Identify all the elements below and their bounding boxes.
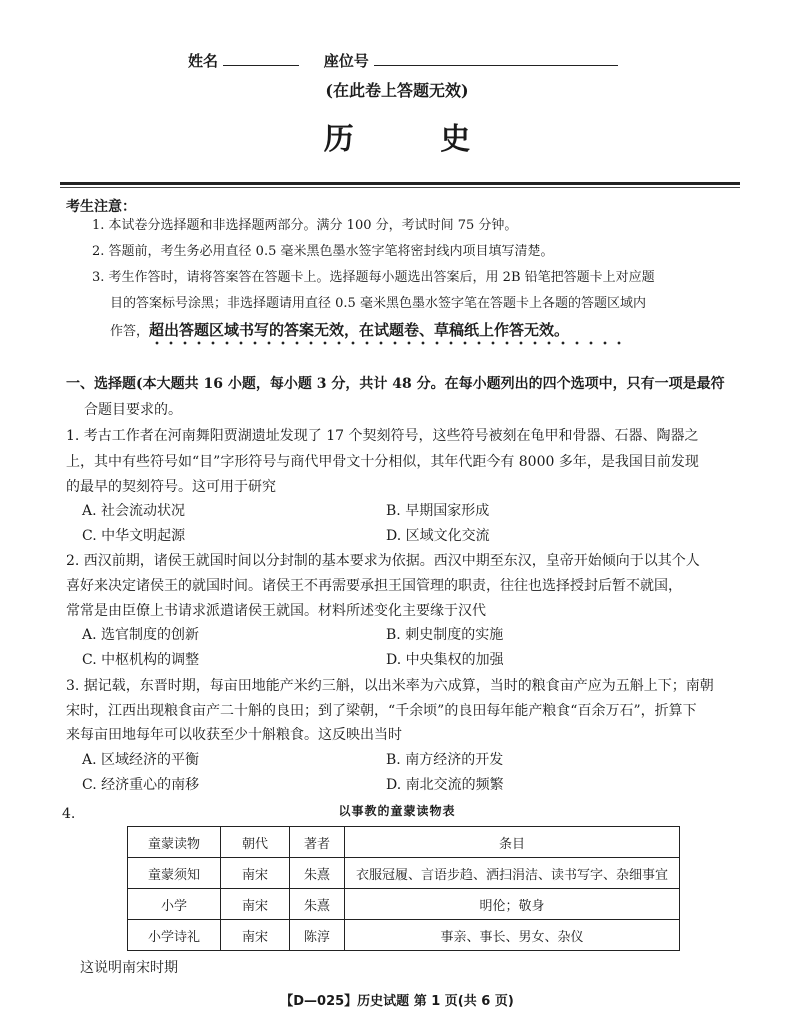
seat-label: 座位号 bbox=[323, 52, 369, 70]
note-item: 目的答案标号涂黑；非选择题请用直径 0.5 毫米黑色墨水签字笔在答题卡上各题的答题区域内 bbox=[110, 296, 646, 311]
header-rule-thin bbox=[60, 187, 740, 188]
section-heading: 一、选择题(本大题共 16 小题，每小题 3 分，共计 48 分。在每小题列出的四个选项中，只有一项是最符 bbox=[66, 376, 725, 392]
table-cell: 陈淳 bbox=[290, 920, 345, 951]
section-heading-cont: 合题目要求的。 bbox=[84, 402, 182, 418]
table-cell: 童蒙须知 bbox=[128, 858, 221, 889]
subject-title: 历 史 bbox=[323, 122, 509, 157]
question-1-line: 的最早的契刻符号。这可用于研究 bbox=[66, 479, 276, 495]
notes-heading: 考生注意： bbox=[66, 199, 136, 215]
question-4-number: 4. bbox=[62, 806, 76, 822]
question-1-option-d: D. 区域文化交流 bbox=[386, 528, 490, 544]
seat-blank bbox=[374, 51, 618, 66]
table-cell: 南宋 bbox=[221, 889, 290, 920]
question-2-option-b: B. 刺史制度的实施 bbox=[386, 627, 504, 643]
question-1-option-a: A. 社会流动状况 bbox=[82, 503, 186, 519]
question-2-option-c: C. 中枢机构的调整 bbox=[82, 652, 200, 668]
header-rule-thick bbox=[60, 182, 740, 185]
question-3-line: 3. 据记载，东晋时期，每亩田地能产米约三斛，以出米率为六成算，当时的粮食亩产应为五斛上下；南朝 bbox=[66, 678, 714, 694]
question-1-option-c: C. 中华文明起源 bbox=[82, 528, 186, 544]
table-cell: 南宋 bbox=[221, 920, 290, 951]
table-row bbox=[128, 920, 680, 951]
table-caption: 以事教的童蒙读物表 bbox=[338, 804, 456, 818]
question-4-stem: 这说明南宋时期 bbox=[80, 960, 178, 976]
question-3-option-c: C. 经济重心的南移 bbox=[82, 777, 200, 793]
page-footer: 【D—025】历史试题 第 1 页(共 6 页) bbox=[280, 994, 514, 1009]
table-cell: 南宋 bbox=[221, 858, 290, 889]
question-2-line: 2. 西汉前期，诸侯王就国时间以分封制的基本要求为依据。西汉中期至东汉，皇帝开始倾向于以其个人 bbox=[66, 553, 700, 569]
table-cell: 小学 bbox=[128, 889, 221, 920]
student-info-line bbox=[188, 50, 618, 71]
table-header-cell: 童蒙读物 bbox=[128, 827, 221, 858]
note-item: 3. 考生作答时，请将答案答在答题卡上。选择题每小题选出答案后，用 2B 铅笔把答题卡上对应题 bbox=[92, 270, 655, 285]
table-cell: 朱熹 bbox=[290, 889, 345, 920]
table-header-row bbox=[128, 827, 680, 858]
question-3-line: 来每亩田地每年可以收获至少十斛粮食。这反映出当时 bbox=[66, 727, 402, 743]
table-row bbox=[128, 858, 680, 889]
question-3-line: 宋时，江西出现粮食亩产二十斛的良田；到了梁朝，“千余顷”的良田每年能产粮食“百余万石”，折算下 bbox=[66, 703, 697, 719]
table-cell: 小学诗礼 bbox=[128, 920, 221, 951]
question-2-option-d: D. 中央集权的加强 bbox=[386, 652, 504, 668]
table-row bbox=[128, 889, 680, 920]
note-item-prefix: 作答， bbox=[110, 324, 150, 339]
note-item: 1. 本试卷分选择题和非选择题两部分。满分 100 分，考试时间 75 分钟。 bbox=[92, 218, 518, 233]
question-3-option-a: A. 区域经济的平衡 bbox=[82, 752, 200, 768]
note-item: 2. 答题前，考生务必用直径 0.5 毫米黑色墨水签字笔将密封线内项目填写清楚。 bbox=[92, 244, 554, 259]
note-item-emphasis: 超出答题区域书写的答案无效，在试题卷、草稿纸上作答无效。 bbox=[149, 321, 570, 339]
table-header-cell: 朝代 bbox=[221, 827, 290, 858]
table-cell: 衣服冠履、言语步趋、洒扫涓洁、读书写字、杂细事宜 bbox=[345, 858, 680, 889]
table-header-cell: 著者 bbox=[290, 827, 345, 858]
question-3-option-b: B. 南方经济的开发 bbox=[386, 752, 504, 768]
name-label: 姓名 bbox=[188, 52, 219, 70]
invalid-answer-notice: (在此卷上答题无效) bbox=[325, 81, 469, 100]
question-2-line: 喜好来决定诸侯王的就国时间。诸侯王不再需要承担王国管理的职责，往往也选择授封后暂不就国， bbox=[66, 578, 682, 594]
question-1-line: 1. 考古工作者在河南舞阳贾湖遗址发现了 17 个契刻符号，这些符号被刻在龟甲和骨器、石器、陶器之 bbox=[66, 428, 699, 444]
question-1-line: 上，其中有些符号如“目”字形符号与商代甲骨文十分相似，其年代距今有 8000 多年，是我国目前发现 bbox=[66, 454, 699, 470]
table-cell: 朱熹 bbox=[290, 858, 345, 889]
question-1-option-b: B. 早期国家形成 bbox=[386, 503, 490, 519]
emphasis-dots bbox=[150, 341, 622, 345]
name-blank bbox=[223, 51, 299, 66]
table-header-cell: 条目 bbox=[345, 827, 680, 858]
question-3-option-d: D. 南北交流的频繁 bbox=[386, 777, 504, 793]
readers-table bbox=[127, 826, 680, 951]
table-cell: 事亲、事长、男女、杂仪 bbox=[345, 920, 680, 951]
question-2-line: 常常是由臣僚上书请求派遣诸侯王就国。材料所述变化主要缘于汉代 bbox=[66, 603, 486, 619]
question-2-option-a: A. 选官制度的创新 bbox=[82, 627, 200, 643]
table-cell: 明伦；敬身 bbox=[345, 889, 680, 920]
